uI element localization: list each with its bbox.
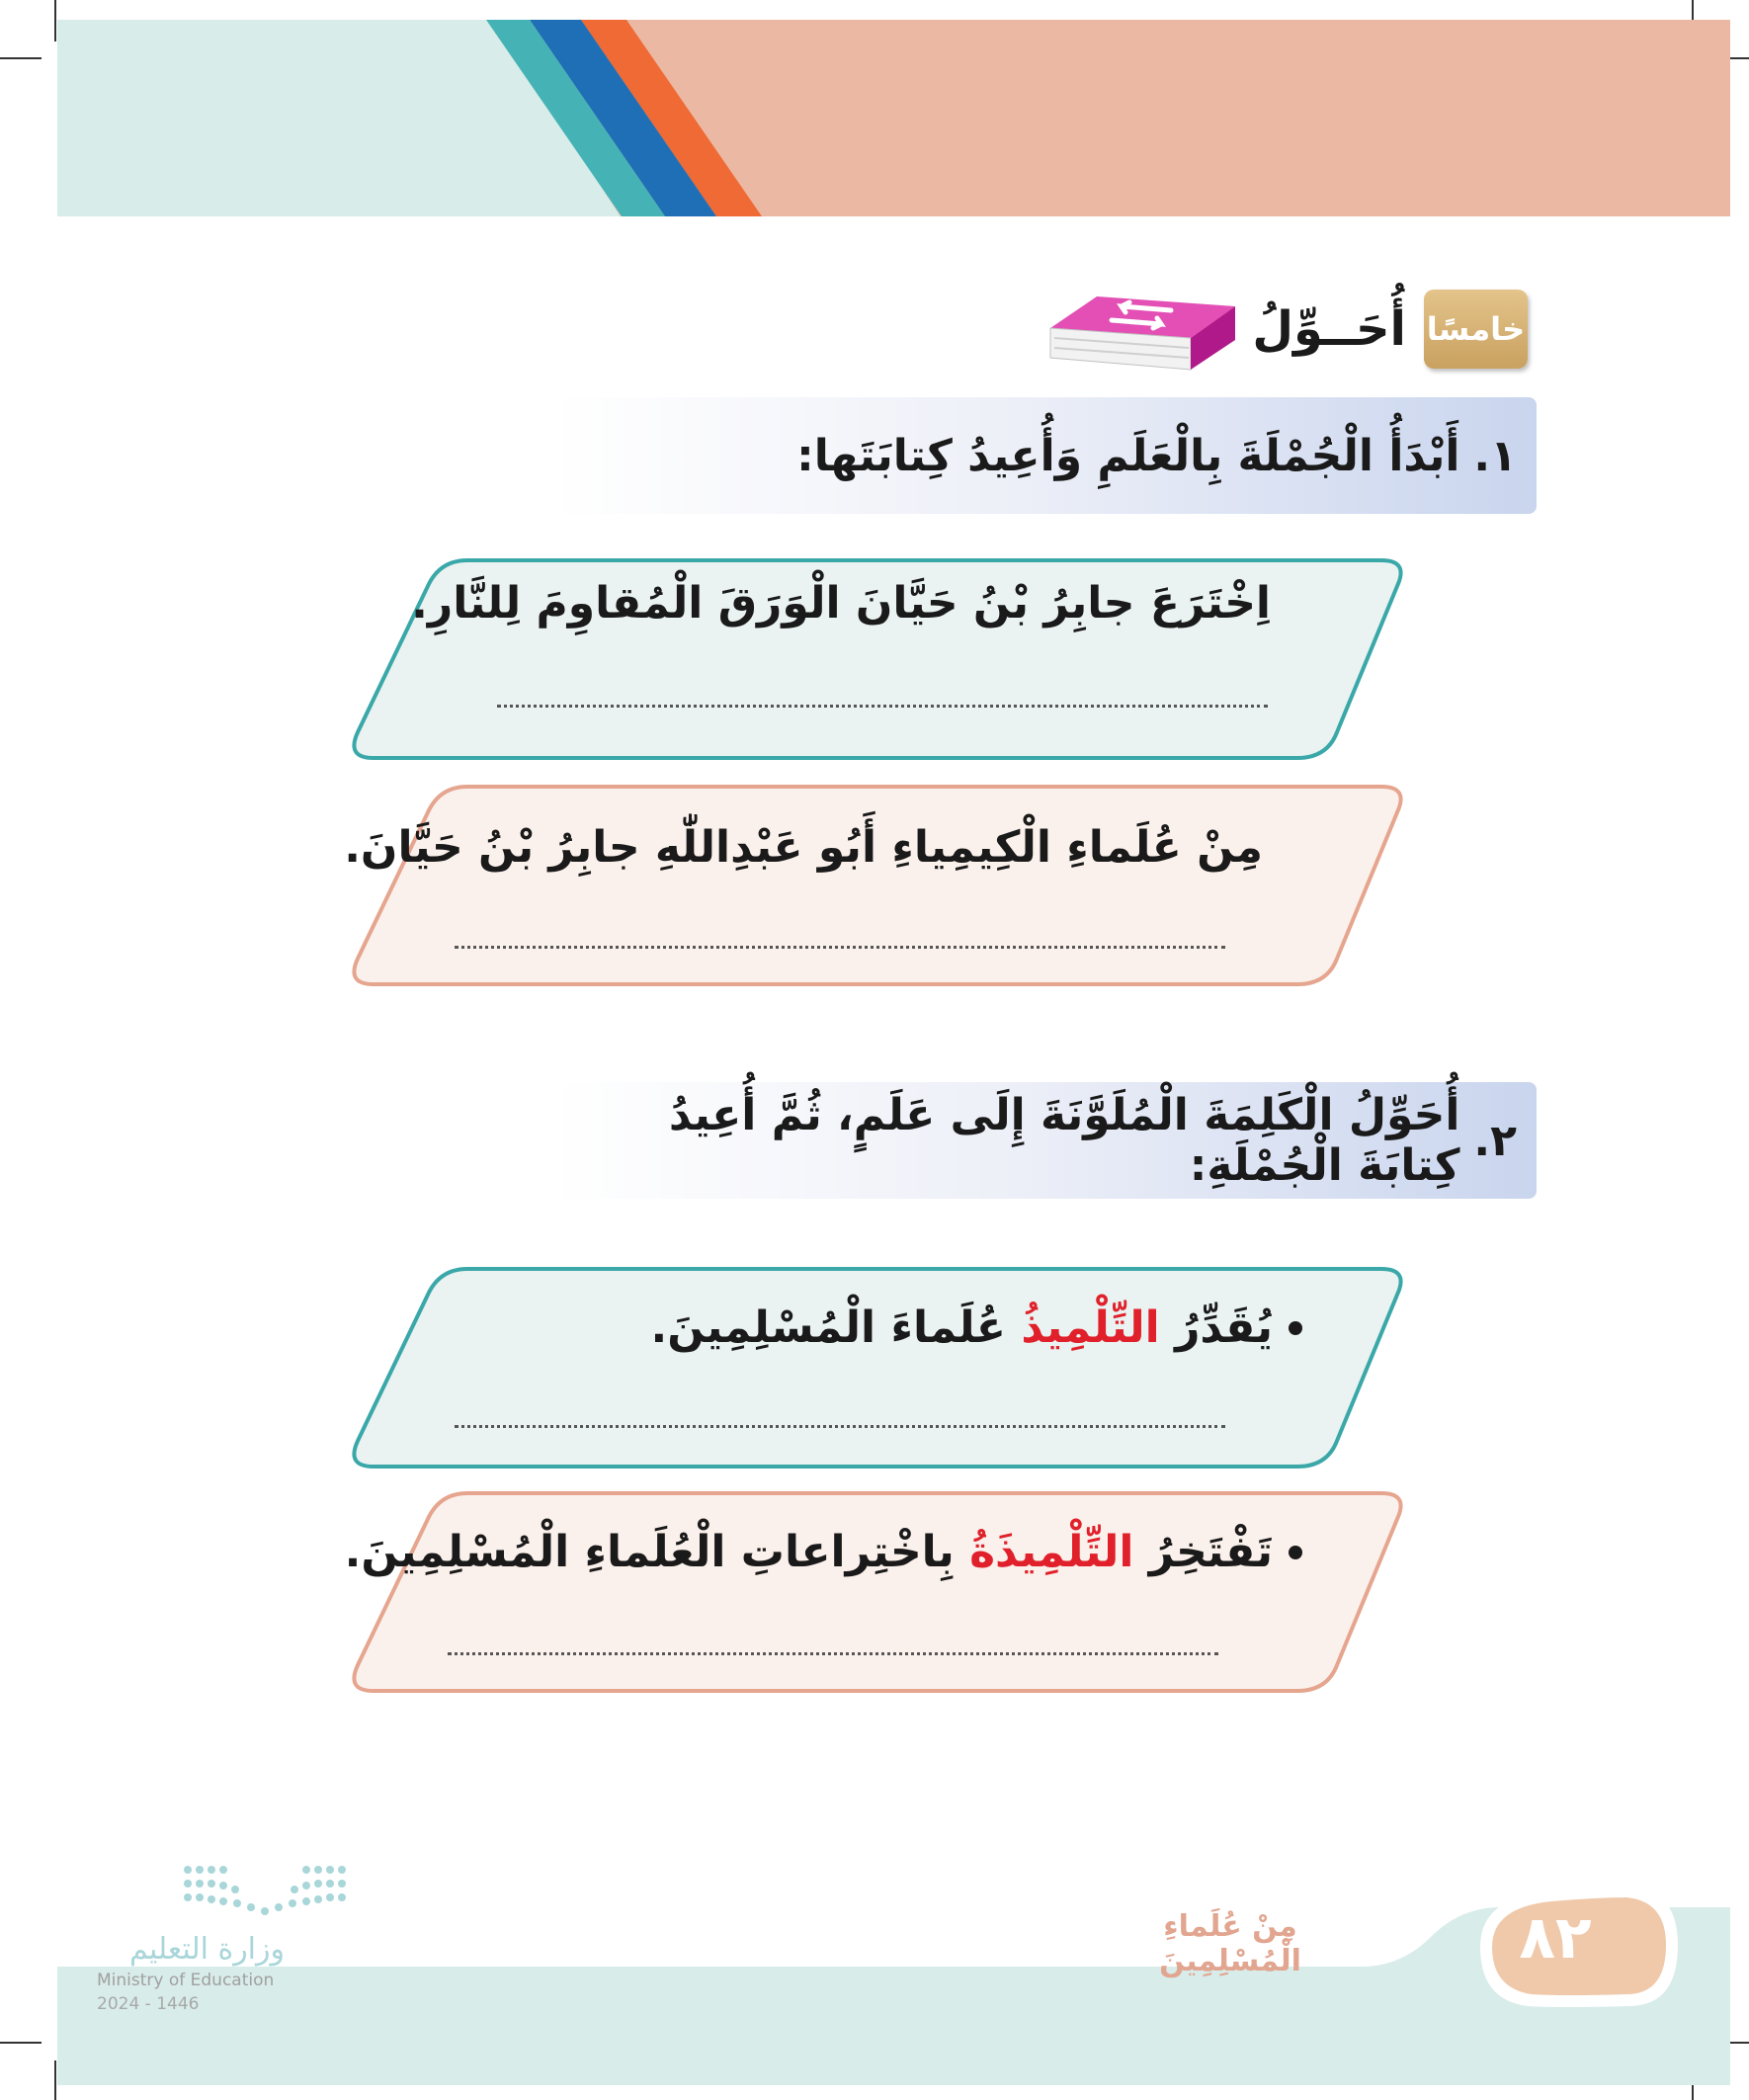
instruction-text: أَبْدَأُ الْجُمْلَةَ بِالْعَلَمِ وَأُعِيدُ كِتابَتَها: xyxy=(796,430,1460,481)
book-icon xyxy=(1042,279,1240,378)
sentence-start: تَفْتَخِرُ xyxy=(1148,1527,1273,1577)
instruction-bar-1 xyxy=(553,397,1537,514)
instruction-text: أُحَوِّلُ الْكَلِمَةَ الْمُلَوَّنَةَ إِلَى عَلَمٍ، ثُمَّ أُعِيدُ كِتابَةَ الْجُمْلَةِ: xyxy=(668,1090,1460,1191)
subject-title: مِنْ عُلَماءِ الْمُسْلِمِينَ xyxy=(1159,1909,1301,1978)
sentence-text xyxy=(345,1527,1302,1577)
section-badge: خامسًا xyxy=(1424,290,1528,369)
sentence-text xyxy=(651,1302,1302,1353)
crop-mark xyxy=(54,2060,56,2100)
instruction-number: ٢. xyxy=(1473,1115,1517,1166)
crop-mark xyxy=(54,0,56,42)
sentence-end: بِاخْتِراعاتِ الْعُلَماءِ الْمُسْلِمِينَ. xyxy=(344,1527,955,1577)
highlighted-word: التِّلْمِيذَةُ xyxy=(969,1527,1134,1577)
exercise-card-4 xyxy=(344,1489,1411,1695)
exercise-card-3 xyxy=(344,1265,1411,1470)
exercise-card-1 xyxy=(344,556,1411,762)
ministry-name-english: Ministry of Education xyxy=(97,1971,275,1990)
bullet-icon xyxy=(1289,1321,1302,1335)
ministry-logo-icon xyxy=(178,1858,356,1927)
ministry-name-arabic: وزارة التعليم xyxy=(128,1932,285,1967)
answer-line[interactable] xyxy=(455,1425,1225,1428)
sentence-text: اِخْتَرَعَ جابِرُ بْنُ حَيَّانَ الْوَرَقَ الْمُقاوِمَ لِلنَّارِ. xyxy=(411,578,1271,629)
sentence-end: عُلَماءَ الْمُسْلِمِينَ. xyxy=(650,1302,1006,1353)
answer-line[interactable] xyxy=(448,1652,1218,1655)
header-banner xyxy=(57,20,1730,216)
page-number: ٨٢ xyxy=(1519,1903,1592,1973)
answer-line[interactable] xyxy=(455,946,1225,949)
card-shape xyxy=(344,1265,1411,1470)
sentence-text: مِنْ عُلَماءِ الْكِيمِياءِ أَبُو عَبْدِاللّٰهِ جابِرُ بْنُ حَيَّانَ. xyxy=(344,822,1263,873)
card-shape xyxy=(344,783,1411,988)
highlighted-word: التِّلْمِيذُ xyxy=(1021,1302,1160,1353)
bullet-icon xyxy=(1289,1546,1302,1559)
instruction-number: ١. xyxy=(1473,430,1517,481)
section-title: أُحَــوِّلُ xyxy=(1252,301,1406,357)
answer-line[interactable] xyxy=(497,705,1268,708)
edition-year: 2024 - 1446 xyxy=(97,1994,200,2014)
crop-mark xyxy=(0,2042,42,2044)
crop-mark xyxy=(0,57,42,59)
instruction-bar-2 xyxy=(553,1082,1537,1199)
card-shape xyxy=(344,1489,1411,1695)
sentence-start: يُقَدِّرُ xyxy=(1175,1302,1273,1353)
exercise-card-2 xyxy=(344,783,1411,988)
